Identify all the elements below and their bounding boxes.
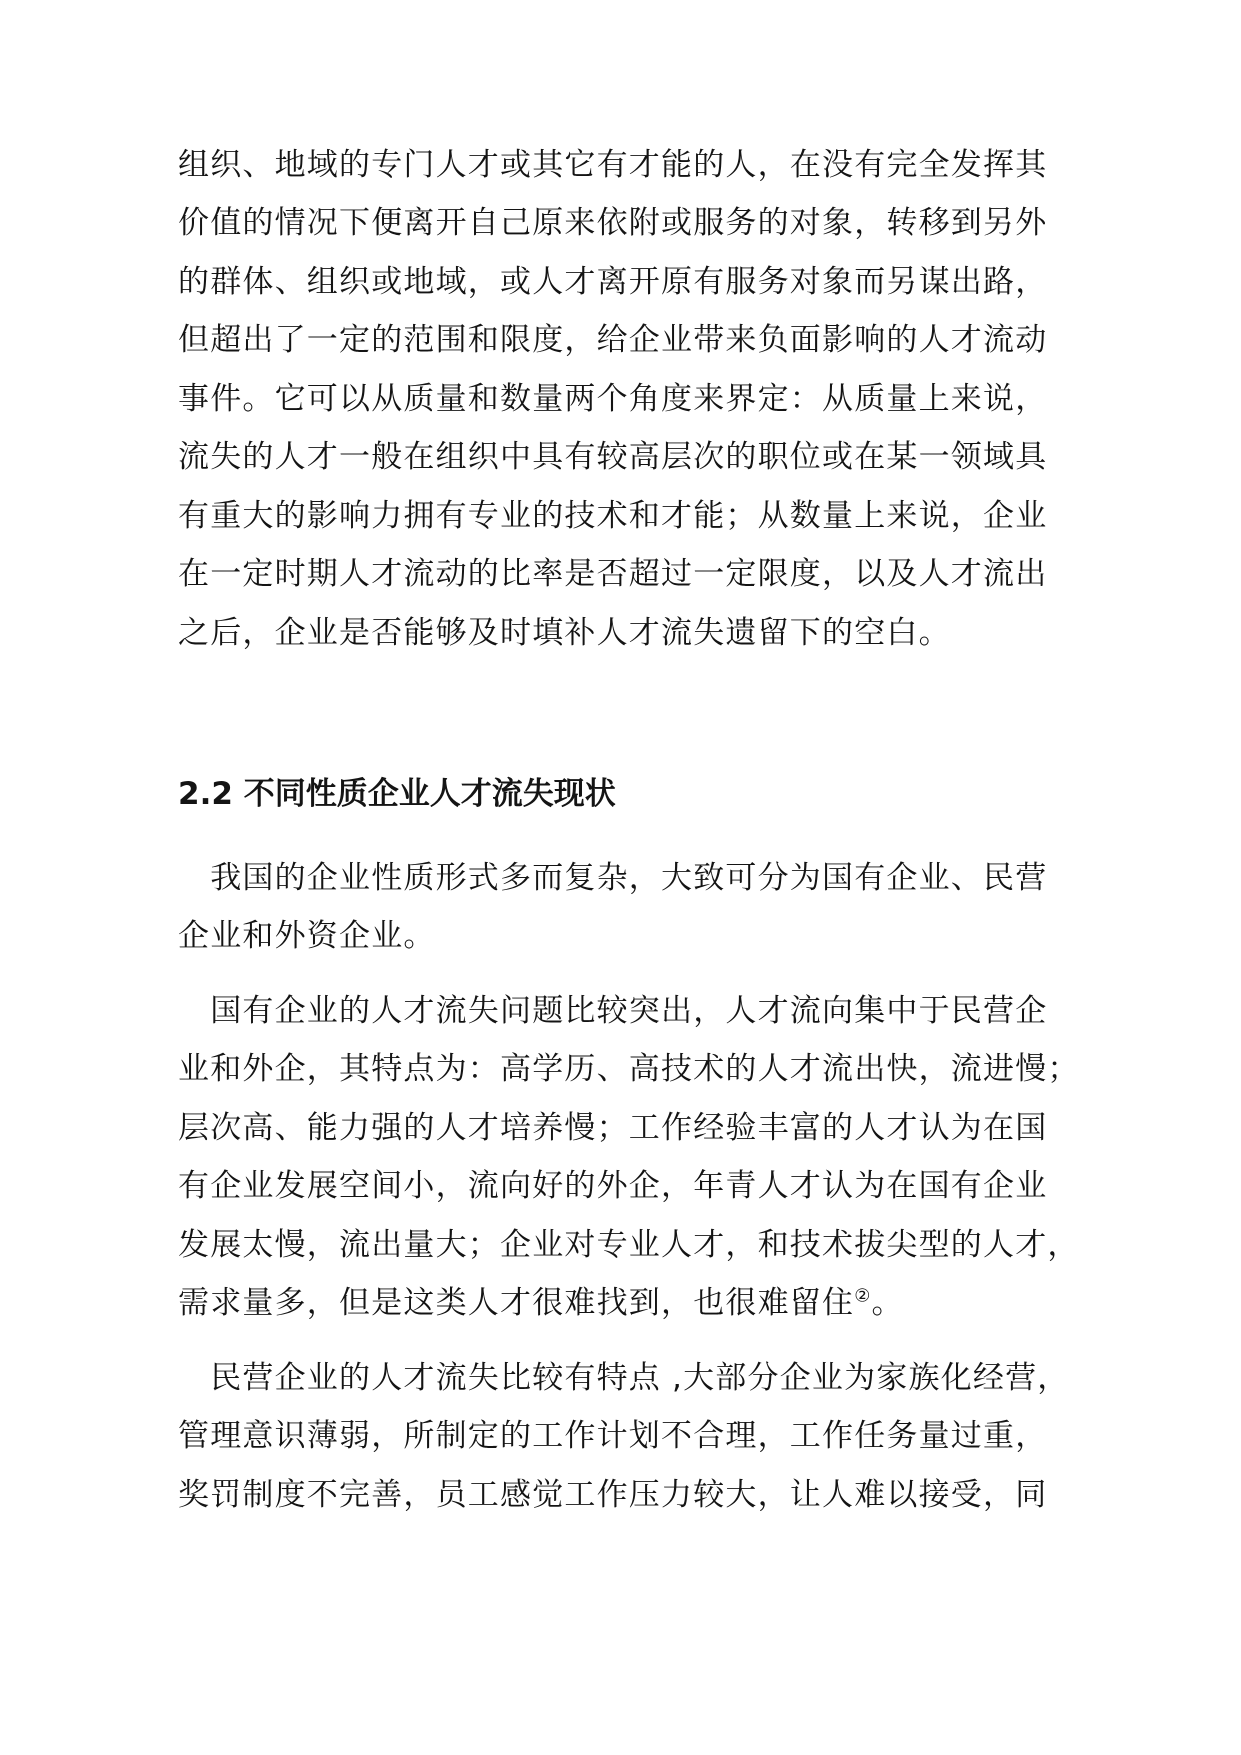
body-text-line: 奖罚制度不完善，员工感觉工作压力较大，让人难以接受，同 [178,1477,1048,1513]
footnote-marker[interactable]: ② [854,1285,872,1307]
body-text-line: 国有企业的人才流失问题比较突出，人才流向集中于民营企 [178,993,1048,1029]
body-text-line: 的群体、组织或地域，或人才离开原有服务对象而另谋出路， [178,264,1048,300]
body-text-line: 流失的人才一般在组织中具有较高层次的职位或在某一领域具 [178,439,1048,475]
body-text-line [178,1283,1098,1323]
body-text-line: 之后，企业是否能够及时填补人才流失遗留下的空白。 [178,615,951,651]
body-text-line: 在一定时期人才流动的比率是否超过一定限度，以及人才流出 [178,556,1048,592]
body-text-line: 管理意识薄弱，所制定的工作计划不合理，工作任务量过重， [178,1418,1048,1454]
body-text-segment: 需求量多，但是这类人才很难找到，也很难留住 [178,1285,855,1321]
body-text-line: 企业和外资企业。 [178,918,436,954]
body-text-line: 价值的情况下便离开自己原来依附或服务的对象，转移到另外 [178,205,1048,241]
body-text-line: 层次高、能力强的人才培养慢；工作经验丰富的人才认为在国 [178,1110,1048,1146]
body-text-line: 业和外企，其特点为：高学历、高技术的人才流出快，流进慢； [178,1051,1080,1087]
body-text-line: 发展太慢，流出量大；企业对专业人才，和技术拔尖型的人才， [178,1227,1080,1263]
section-heading: 2.2 不同性质企业人才流失现状 [178,776,616,812]
body-text-line: 有企业发展空间小，流向好的外企，年青人才认为在国有企业 [178,1168,1048,1204]
body-text-line: 但超出了一定的范围和限度，给企业带来负面影响的人才流动 [178,322,1048,358]
body-text-line: 事件。它可以从质量和数量两个角度来界定：从质量上来说， [178,381,1048,417]
body-text-line: 民营企业的人才流失比较有特点 ,大部分企业为家族化经营， [178,1360,1070,1396]
body-text-line: 有重大的影响力拥有专业的技术和才能；从数量上来说，企业 [178,498,1048,534]
body-text-line: 我国的企业性质形式多而复杂，大致可分为国有企业、民营 [178,860,1048,896]
body-text-line: 组织、地域的专门人才或其它有才能的人，在没有完全发挥其 [178,147,1048,183]
body-text-segment: 。 [871,1285,904,1321]
